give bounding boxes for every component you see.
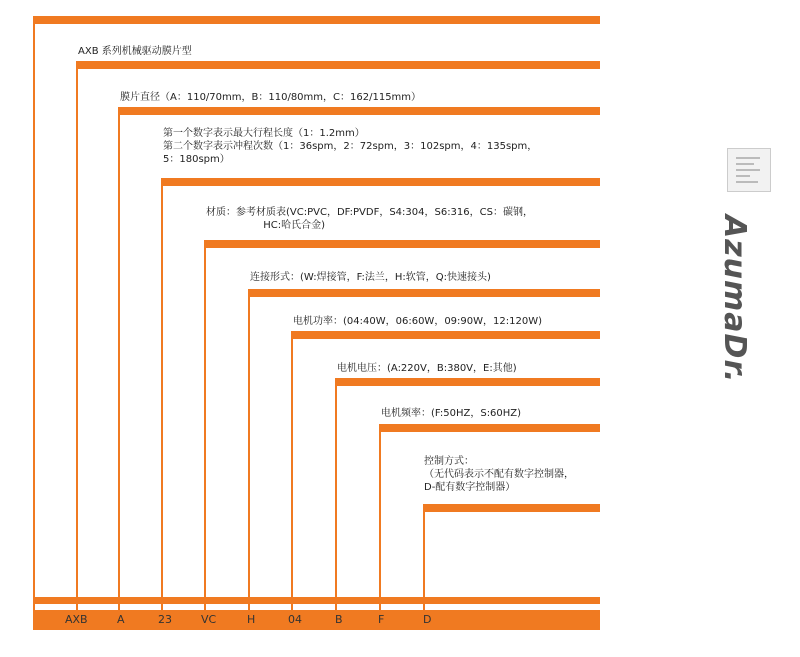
code-diaphragm: A	[117, 613, 125, 626]
stroke-bar	[161, 178, 600, 186]
motor-power-label: 电机功率：(04:40W，06:60W，09:90W，12:120W)	[293, 316, 542, 327]
motor-power-line	[291, 331, 293, 610]
brand-logo-text: AzumaDr.	[717, 215, 752, 384]
material-bar	[204, 240, 600, 248]
control-mode-label: 控制方式： （无代码表示不配有数字控制器， D-配有数字控制器）	[424, 456, 574, 493]
code-motor-power: 04	[288, 613, 302, 626]
diaphragm-diameter-label: 膜片直径（A：110/70mm，B：110/80mm，C：162/115mm）	[120, 92, 422, 103]
frame-left-line	[33, 16, 35, 610]
brand-stamp-icon	[727, 148, 771, 192]
diaphragm-bar	[118, 107, 600, 115]
control-mode-line	[423, 504, 425, 610]
bottom-thin-bar	[33, 597, 600, 604]
motor-voltage-label: 电机电压：(A:220V，B:380V，E:其他)	[337, 363, 517, 374]
connection-bar	[248, 289, 600, 297]
series-label: AXB 系列机械驱动膜片型	[78, 46, 192, 57]
diaphragm-line	[118, 107, 120, 610]
code-series: AXB	[65, 613, 88, 626]
connection-label: 连接形式：(W:焊接管，F:法兰，H:软管，Q:快速接头)	[250, 272, 491, 283]
motor-frequency-label: 电机频率：(F:50HZ，S:60HZ)	[381, 408, 522, 419]
material-line	[204, 240, 206, 610]
series-bar	[76, 61, 600, 69]
code-strip	[33, 610, 600, 630]
motor-frequency-bar	[379, 424, 600, 432]
top-bar	[33, 16, 600, 24]
connection-line	[248, 289, 250, 610]
code-motor-voltage: B	[335, 613, 343, 626]
stroke-label: 第一个数字表示最大行程长度（1：1.2mm） 第二个数字表示冲程次数（1：36spm，2：72spm，3：102spm，4：135spm， 5：180spm）	[163, 128, 538, 165]
code-control-mode: D	[423, 613, 432, 626]
stroke-line	[161, 178, 163, 610]
code-motor-frequency: F	[378, 613, 385, 626]
motor-voltage-line	[335, 378, 337, 610]
series-line	[76, 61, 78, 610]
material-label: 材质：参考材质表(VC:PVC，DF:PVDF，S4:304，S6:316，CS：碳钢， HC:哈氏合金)	[206, 207, 533, 231]
motor-voltage-bar	[335, 378, 600, 386]
code-stroke: 23	[158, 613, 172, 626]
motor-power-bar	[291, 331, 600, 339]
code-connection: H	[247, 613, 256, 626]
motor-frequency-line	[379, 424, 381, 610]
control-mode-bar	[423, 504, 600, 512]
code-material: VC	[201, 613, 217, 626]
